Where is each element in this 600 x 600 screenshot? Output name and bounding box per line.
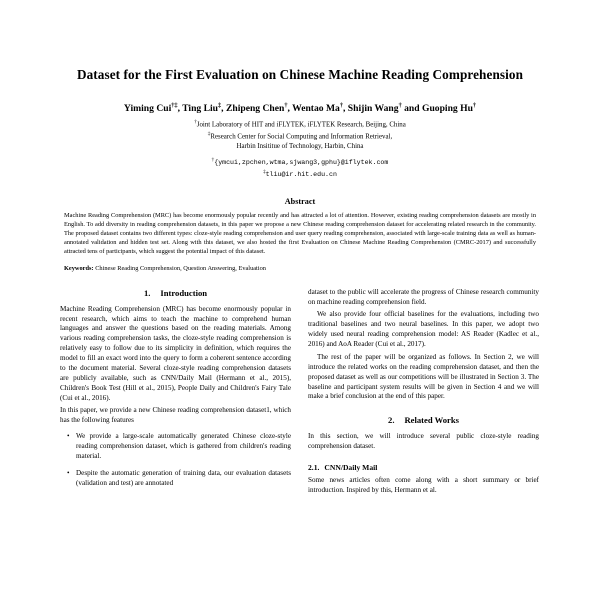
paragraph: We also provide four official baselines for the evaluations, including two traditional baselines and two neural baselines. In this paper, we adopt two widely used neural reading comprehension model: AS Reader (Kadlec et al., 2016) and AoA Reader (Cui et al., 2017). — [308, 310, 539, 349]
right-column — [308, 288, 539, 499]
section-heading-introduction — [60, 288, 291, 298]
author-name: Shijin Wang — [347, 103, 399, 115]
paragraph: Some news articles often come along with a short summary or brief introduction. Inspired by this, Hermann et al. — [308, 476, 539, 494]
subsection-number: 2.1. — [308, 463, 320, 473]
subsection-heading-cnn-daily-mail — [308, 463, 539, 472]
section-title: Related Works — [404, 415, 459, 426]
email-sup: † — [211, 156, 215, 163]
author-sup: †‡ — [171, 102, 178, 110]
author-sup: † — [398, 102, 402, 110]
author-name: Wentao Ma — [292, 103, 340, 115]
affiliation-sup: ‡ — [207, 130, 211, 137]
email-block — [60, 156, 540, 181]
affiliation-text: Joint Laboratory of HIT and iFLYTEK, iFLYTEK Research, Beijing, China — [196, 121, 406, 129]
paragraph: Machine Reading Comprehension (MRC) has become enormously popular in recent research, which aims to teach the machine to comprehend human languages and answer the questions based on the reading materials. Among various reading comprehension tasks, the cloze-style reading comprehension is relatively easy to follow due to its simplicity in definition, which requires the model to fill an exact word into the query to form a coherent sentence according to the document material. Several cloze-style reading comprehension datasets are publicly available, such as CNN/Daily Mail (Hermann et al., 2015), Children's Book Test (Hill et al., 2015), People Daily and Children's Fairy Tale (Cui et al., 2016). — [60, 304, 291, 402]
keywords-block — [60, 264, 540, 273]
paragraph: The rest of the paper will be organized as follows. In Section 2, we will introduce the related works on the reading comprehension dataset, and then the proposed dataset as well as our competitions will be illustrated in Section 3. The baseline and participant system results will be given in Section 4 and we will make a brief conclusion at the end of this paper. — [308, 352, 539, 401]
email-line — [60, 156, 540, 168]
affiliation-line — [60, 131, 540, 142]
contribution-list — [60, 432, 291, 488]
affiliation-text: Research Center for Social Computing and Information Retrieval, — [210, 132, 393, 140]
subsection-title: CNN/Daily Mail — [324, 463, 378, 473]
email-line — [60, 168, 540, 180]
email-text: {ymcui,zpchen,wtma,sjwang3,gphu}@iflytek.com — [214, 159, 389, 167]
affiliation-block — [60, 119, 540, 152]
abstract-heading: Abstract — [284, 196, 316, 206]
abstract-text: Machine Reading Comprehension (MRC) has become enormously popular recently and has attracted a lot of attention. However, existing reading comprehension datasets are mostly in English. To add diversity in reading comprehension datasets, in this paper we propose a new Chinese reading comprehension dataset for accelerating related research in the community. The proposed dataset contains two different types: cloze-style reading comprehension and user query reading comprehension, associated with large-scale training data as well as human-annotated validation and hidden test set. Along with this dataset, we also hosted the first Evaluation on Chinese Machine Reading Comprehension (CMRC-2017) and successfully attracted tens of participants, which suggest the potential impact of this dataset. — [64, 211, 536, 255]
email-sup: ‡ — [263, 169, 266, 176]
section-title: Introduction — [160, 287, 208, 298]
list-item: • We provide a large-scale automatically generated Chinese cloze-style reading comprehension dataset, which is gathered from children's reading material. — [76, 432, 291, 462]
author-sup: † — [339, 102, 343, 110]
author-sup: † — [472, 102, 477, 110]
left-column — [60, 288, 291, 499]
author-name: Guoping Hu — [421, 103, 473, 115]
author-sup: † — [284, 102, 288, 110]
section-number: 1. — [143, 287, 151, 298]
body-columns — [60, 288, 540, 499]
affiliation-line — [60, 142, 540, 152]
paragraph: dataset to the public will accelerate the progress of Chinese research community on machine reading comprehension field. — [308, 287, 539, 306]
author-name: Yiming Cui — [123, 103, 172, 115]
author-name: Zhipeng Chen — [225, 103, 285, 115]
page-title: Dataset for the First Evaluation on Chinese Machine Reading Comprehension — [76, 67, 524, 82]
paragraph: In this section, we will introduce several public cloze-style reading comprehension dataset. — [308, 432, 539, 451]
section-number: 2. — [388, 415, 395, 426]
affiliation-text: Harbin Insititue of Technology, Harbin, China — [236, 142, 364, 150]
affiliation-line — [60, 119, 540, 130]
affiliation-sup: † — [194, 119, 197, 126]
author-name: Ting Liu — [182, 103, 219, 115]
keywords-text: Chinese Reading Comprehension, Question Answering, Evaluation — [95, 264, 266, 272]
section-heading-related-works — [308, 415, 539, 425]
paragraph: In this paper, we provide a new Chinese reading comprehension dataset1, which has the following features — [60, 406, 291, 425]
author-list: Yiming Cui†‡, Ting Liu‡, Zhipeng Chen†, Wentao Ma†, Shijin Wang† and Guoping Hu† — [123, 102, 477, 115]
keywords-label: Keywords: — [64, 264, 94, 272]
author-sup: ‡ — [218, 102, 222, 110]
list-item: • Despite the automatic generation of training data, our evaluation datasets (validation and test) are annotated — [76, 469, 291, 489]
email-text: tliu@ir.hit.edu.cn — [265, 171, 337, 179]
